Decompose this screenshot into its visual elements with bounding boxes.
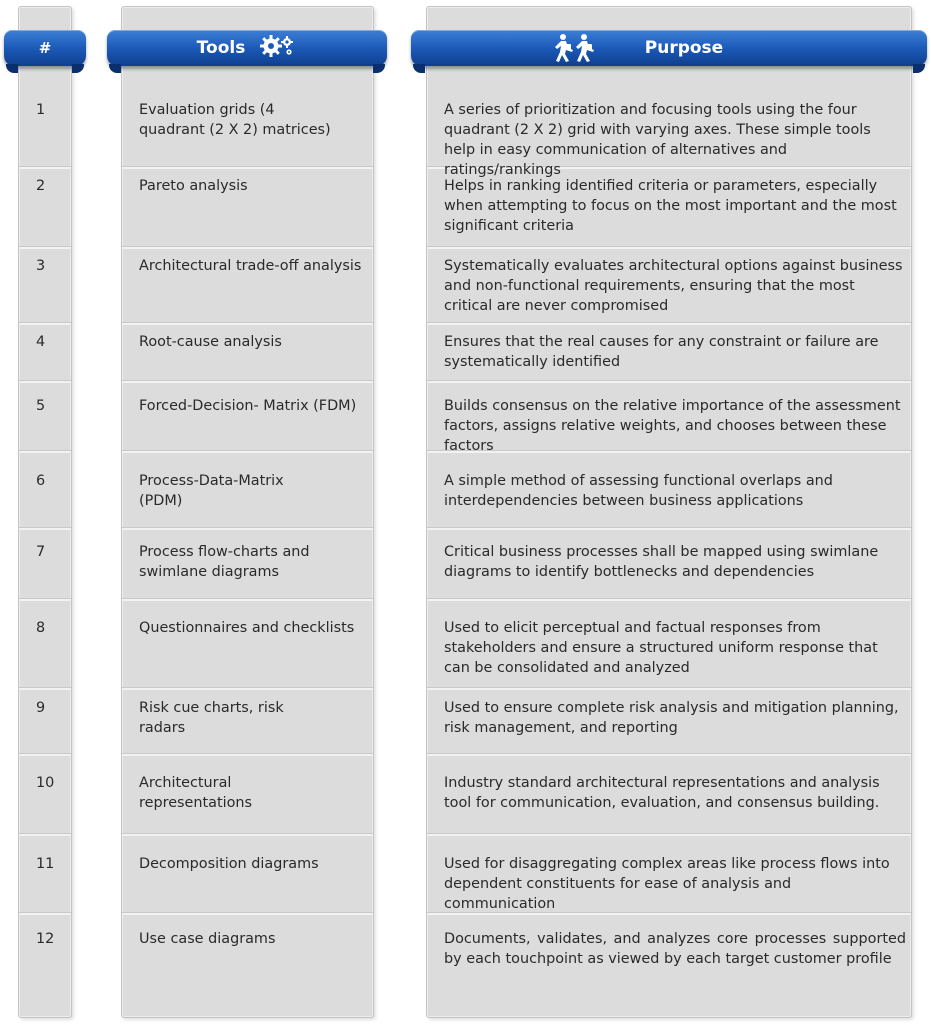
tool-purpose: Documents, validates, and analyzes core processes supported by each touchpoint as viewed by each target customer profile: [444, 931, 906, 967]
row-number: 8: [36, 620, 46, 636]
row-divider: [19, 598, 71, 601]
row-number: 1: [36, 102, 46, 118]
row-divider: [122, 912, 373, 915]
tools-header: [107, 30, 387, 66]
row-divider: [427, 598, 911, 601]
tool-purpose: Industry standard architectural representations and analysis tool for communication, evaluation, and consensus building.: [444, 775, 880, 811]
row-divider: [122, 246, 373, 249]
row-number: 11: [36, 856, 55, 872]
row-number: 9: [36, 700, 46, 716]
gears-icon: [259, 34, 297, 63]
tool-purpose: Systematically evaluates architectural options against business and non-functional requirements, ensuring that the most critical are never compromised: [444, 258, 903, 314]
tool-name: Process-Data-Matrix (PDM): [139, 473, 284, 509]
tool-name: Risk cue charts, risk radars: [139, 700, 284, 736]
tool-name: Decomposition diagrams: [139, 856, 319, 872]
tool-name: Process flow-charts and swimlane diagrams: [139, 544, 310, 580]
tool-name: Evaluation grids (4 quadrant (2 X 2) matrices): [139, 102, 331, 138]
row-divider: [122, 527, 373, 530]
tools-header-label: Tools: [196, 38, 246, 58]
tool-name: Root-cause analysis: [139, 334, 282, 350]
tool-purpose: A series of prioritization and focusing tools using the four quadrant (2 X 2) grid with varying axes. These simple tools help in easy communication of alternatives and ratings/rankings: [444, 102, 871, 178]
row-divider: [427, 527, 911, 530]
tool-name: Pareto analysis: [139, 178, 248, 194]
row-number: 12: [36, 931, 55, 947]
row-number: 6: [36, 473, 46, 489]
tool-name: Architectural trade-off analysis: [139, 258, 362, 274]
row-divider: [122, 450, 373, 453]
row-divider: [19, 322, 71, 325]
row-divider: [19, 912, 71, 915]
row-divider: [122, 753, 373, 756]
tool-name: Forced-Decision- Matrix (FDM): [139, 398, 357, 414]
row-divider: [122, 322, 373, 325]
row-number: 3: [36, 258, 46, 274]
purpose-header-label: Purpose: [644, 38, 724, 58]
row-divider: [19, 450, 71, 453]
row-divider: [19, 687, 71, 690]
row-divider: [427, 322, 911, 325]
row-divider: [427, 246, 911, 249]
row-number: 4: [36, 334, 46, 350]
row-divider: [427, 687, 911, 690]
tool-purpose: Used to elicit perceptual and factual responses from stakeholders and ensure a structured uniform response that can be consolidated and analyzed: [444, 620, 878, 676]
row-divider: [19, 833, 71, 836]
row-number: 7: [36, 544, 46, 560]
row-divider: [427, 833, 911, 836]
row-number: 10: [36, 775, 55, 791]
tool-name: Questionnaires and checklists: [139, 620, 355, 636]
tool-purpose: Used to ensure complete risk analysis and mitigation planning, risk management, and reporting: [444, 700, 899, 736]
row-divider: [122, 598, 373, 601]
tool-name: Use case diagrams: [139, 931, 276, 947]
row-divider: [122, 687, 373, 690]
runners-icon: [551, 33, 599, 70]
row-divider: [19, 527, 71, 530]
row-divider: [19, 753, 71, 756]
purpose-header: [411, 30, 927, 66]
tool-purpose: Helps in ranking identified criteria or parameters, especially when attempting to focus on the most important and the most significant criteria: [444, 178, 897, 234]
row-divider: [122, 833, 373, 836]
tool-purpose: Used for disaggregating complex areas like process flows into dependent constituents for ease of analysis and communication: [444, 856, 890, 912]
number-header-label: #: [38, 39, 52, 57]
tool-purpose: Builds consensus on the relative importance of the assessment factors, assigns relative weights, and chooses between these factors: [444, 398, 901, 454]
tool-purpose: Ensures that the real causes for any constraint or failure are systematically identified: [444, 334, 879, 370]
row-divider: [19, 166, 71, 169]
row-number: 2: [36, 178, 46, 194]
row-number: 5: [36, 398, 46, 414]
tool-purpose: Critical business processes shall be mapped using swimlane diagrams to identify bottlenecks and dependencies: [444, 544, 879, 580]
row-divider: [122, 166, 373, 169]
tool-purpose: A simple method of assessing functional overlaps and interdependencies between business applications: [444, 473, 833, 509]
row-divider: [427, 753, 911, 756]
number-header: [4, 30, 86, 66]
row-divider: [122, 380, 373, 383]
row-divider: [427, 380, 911, 383]
tool-name: Architectural representations: [139, 775, 253, 811]
row-divider: [19, 380, 71, 383]
row-divider: [19, 246, 71, 249]
